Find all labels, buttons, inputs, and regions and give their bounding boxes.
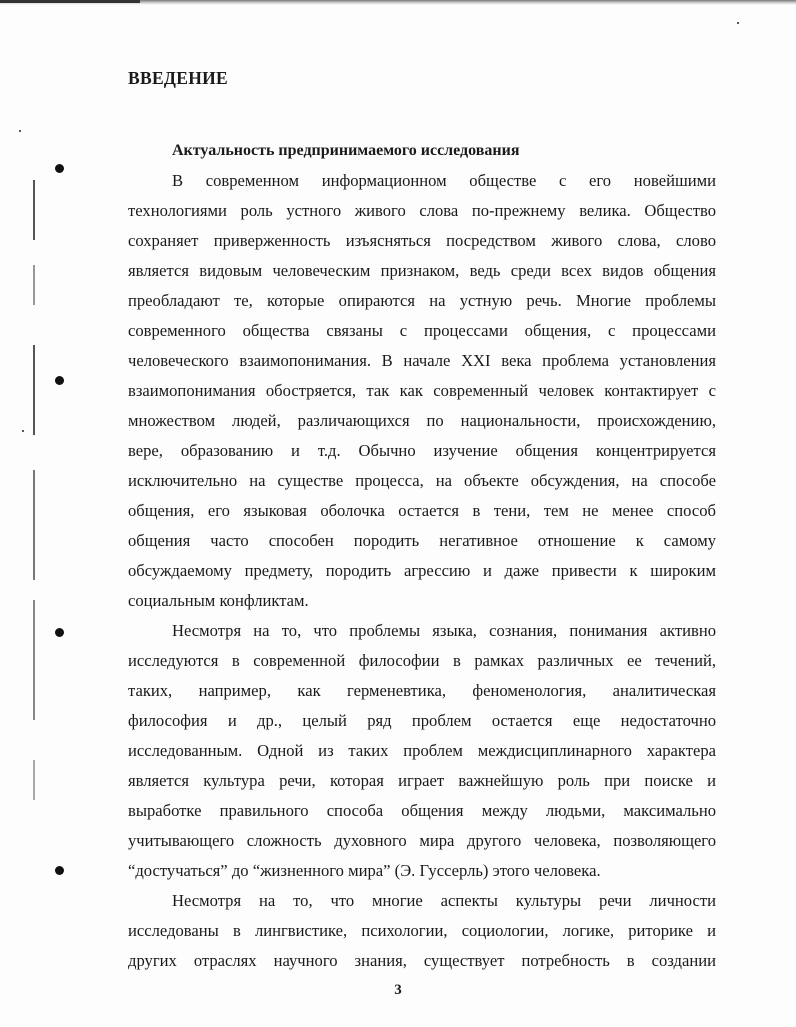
text-line: Несмотря на то, что многие аспекты культуры речи личности <box>172 891 716 910</box>
binding-mark <box>33 180 35 240</box>
text-line: исключительно на существе процесса, на объекте обсуждения, на способе <box>128 471 716 490</box>
binding-mark <box>33 345 35 435</box>
text-line: учитывающего сложность духовного мира другого человека, позволяющего <box>128 831 716 850</box>
text-line: является культура речи, которая играет важнейшую роль при поиске и <box>128 771 716 790</box>
text-line: сохраняет приверженность изъясняться посредством живого слова, слово <box>128 231 716 250</box>
text-line: философия и др., целый ряд проблем остается еще недостаточно <box>128 711 716 730</box>
binding-mark <box>33 470 35 580</box>
punch-hole <box>55 376 64 385</box>
punch-hole <box>55 628 64 637</box>
text-line: таких, например, как герменевтика, феноменология, аналитическая <box>128 681 716 700</box>
text-line: общения часто способен породить негативное отношение к самому <box>128 531 716 550</box>
scan-top-shadow <box>0 0 140 3</box>
text-line: Несмотря на то, что проблемы языка, сознания, понимания активно <box>172 621 716 640</box>
binding-mark <box>33 265 35 305</box>
section-subheading: Актуальность предпринимаемого исследования <box>172 142 520 159</box>
punch-hole <box>55 866 64 875</box>
text-line: множеством людей, различающихся по национальности, происхождению, <box>128 411 716 430</box>
text-line: взаимопонимания обостряется, так как современный человек контактирует с <box>128 381 716 400</box>
chapter-heading: ВВЕДЕНИЕ <box>128 68 229 88</box>
text-line: обсуждаемому предмету, породить агрессию и даже привести к широким <box>128 561 716 580</box>
scan-speck <box>737 22 739 24</box>
text-line: общения, его языковая оболочка остается в тени, тем не менее способ <box>128 501 716 520</box>
page-number: 3 <box>394 982 402 998</box>
text-line: технологиями роль устного живого слова по-прежнему велика. Общество <box>128 201 716 220</box>
scan-speck <box>22 430 24 432</box>
text-line: социальным конфликтам. <box>128 591 309 610</box>
text-line: исследуются в современной философии в рамках различных ее течений, <box>128 651 716 670</box>
binding-mark <box>33 760 35 800</box>
binding-mark <box>33 600 35 720</box>
text-line: “достучаться” до “жизненного мира” (Э. Гуссерль) этого человека. <box>128 861 601 880</box>
text-line: современного общества связаны с процессами общения, с процессами <box>128 321 716 340</box>
text-line: человеческого взаимопонимания. В начале XXI века проблема установления <box>128 351 716 370</box>
text-line: преобладают те, которые опираются на устную речь. Многие проблемы <box>128 291 716 310</box>
text-line: выработке правильного способа общения между людьми, максимально <box>128 801 716 820</box>
text-line: исследованы в лингвистике, психологии, социологии, логике, риторике и <box>128 921 716 940</box>
text-line: вере, образованию и т.д. Обычно изучение общения концентрируется <box>128 441 716 460</box>
text-line: других отраслях научного знания, существует потребность в создании <box>128 951 716 970</box>
text-line: В современном информационном обществе с его новейшими <box>172 171 716 190</box>
text-line: является видовым человеческим признаком, ведь среди всех видов общения <box>128 261 716 280</box>
scan-speck <box>19 130 21 132</box>
text-line: исследованным. Одной из таких проблем междисциплинарного характера <box>128 741 716 760</box>
punch-hole <box>55 164 64 173</box>
